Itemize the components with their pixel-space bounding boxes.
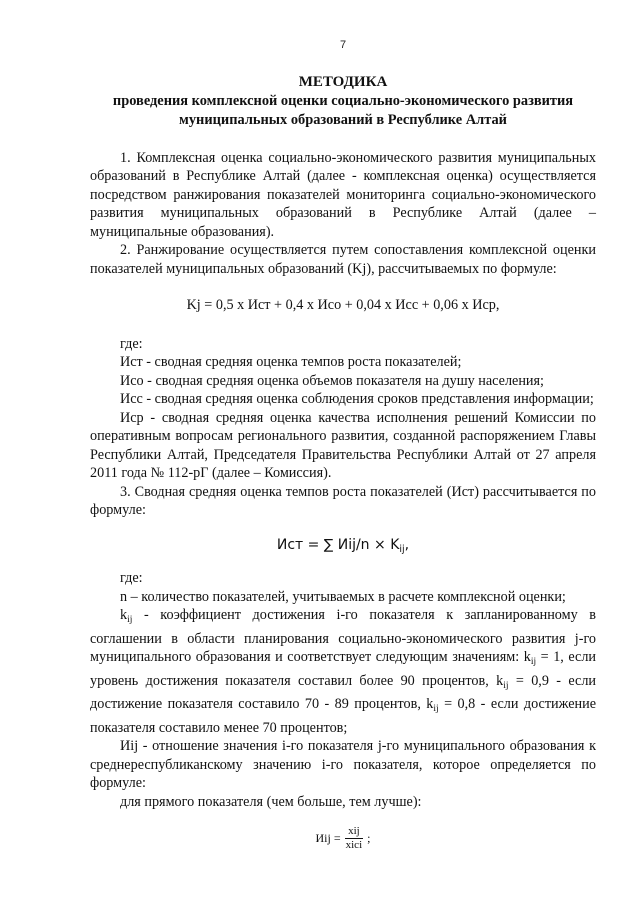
- definition-iss: Исс - сводная средняя оценка соблюдения сроков представления информации;: [120, 391, 594, 407]
- paragraph-3: 3. Сводная средняя оценка темпов роста показателей (Ист) рассчитывается по формуле:: [90, 483, 596, 518]
- document-title: МЕТОДИКА: [298, 73, 388, 90]
- formula-iij-lhs: Иij =: [315, 831, 341, 846]
- document-subtitle: [90, 92, 596, 130]
- page-number: 7: [339, 39, 347, 51]
- formula-iij-numerator: xij: [345, 825, 363, 839]
- definition-k-symbol-subscript: ij: [127, 615, 133, 625]
- direct-indicator-label: для прямого показателя (чем больше, тем лучше):: [120, 793, 422, 810]
- definition-k-subscript-3: ij: [433, 704, 439, 714]
- definition-k-subscript-1: ij: [530, 657, 537, 667]
- definition-iij: Иij - отношение значения i-го показателя j-го муниципального образования к среднереспубликанскому значению i-го показателя, которое определяется по формуле:: [90, 738, 596, 791]
- definition-k-text-4: = 0,8 - если достижение показателя составило менее 70 процентов;: [90, 696, 597, 736]
- paragraph-1: 1. Комплексная оценка социально-экономического развития муниципальных образований в Республике Алтай (далее - комплексная оценка) осуществляется посредством ранжирования показателей мониторинга социально-экономического развития муниципальных образований в Республике Алтай (далее – муниципальные образования).: [90, 149, 596, 240]
- subtitle-line-2: муниципальных образований в Республике Алтай: [179, 111, 507, 128]
- formula-ist-main: Ист = ∑ Иij/n × K: [276, 536, 400, 553]
- subtitle-line-1: проведения комплексной оценки социально-экономического развития: [112, 92, 574, 109]
- where-label-1: где:: [120, 335, 143, 352]
- paragraph-2: 2. Ранжирование осуществляется путем сопоставления комплексной оценки показателей муниципальных образований (Kj), рассчитываемых по формуле:: [90, 242, 596, 277]
- definition-isr: Иср - сводная средняя оценка качества исполнения решений Комиссии по оперативным вопросам регионального развития, созданной распоряжением Главы Республики Алтай, Председателя Правительства Республики Алтай от 27 апреля 2011 года № 112-рГ (далее – Комиссия).: [90, 409, 596, 481]
- definition-iso: Исо - сводная средняя оценка объемов показателя на душу населения;: [120, 372, 544, 389]
- formula-iij-denominator: xici: [345, 839, 363, 851]
- definition-n: n – количество показателей, учитываемых в расчете комплексной оценки;: [120, 588, 566, 605]
- definition-k-subscript-2: ij: [503, 680, 509, 691]
- definition-k-text-3: = 0,9 - если достижение показателя составило 70 - 89 процентов, k: [90, 672, 596, 712]
- definition-k: [90, 606, 596, 737]
- formula-kj: Kj = 0,5 x Ист + 0,4 x Исо + 0,04 x Исс + 0,06 x Иср,: [186, 297, 500, 313]
- where-label-2: где:: [120, 570, 143, 586]
- formula-ist-tail: ,: [404, 536, 410, 553]
- definition-k-symbol: k: [120, 607, 128, 623]
- formula-iij: [90, 825, 596, 852]
- formula-ist-subscript: ij: [399, 543, 405, 555]
- formula-iij-fraction: [343, 825, 366, 852]
- definition-k-text-1: - коэффициент достижения i-го показателя к запланированному в соглашении в области планирования социально-экономического развития j-го муниципального образования и соответствует следующим значениям: k: [90, 607, 596, 665]
- definition-k-text-2: = 1, если уровень достижения показателя составил более 90 процентов, k: [90, 649, 597, 689]
- formula-ist: [90, 536, 596, 560]
- definition-ist: Ист - сводная средняя оценка темпов роста показателей;: [120, 354, 462, 370]
- formula-iij-tail: ;: [367, 831, 371, 846]
